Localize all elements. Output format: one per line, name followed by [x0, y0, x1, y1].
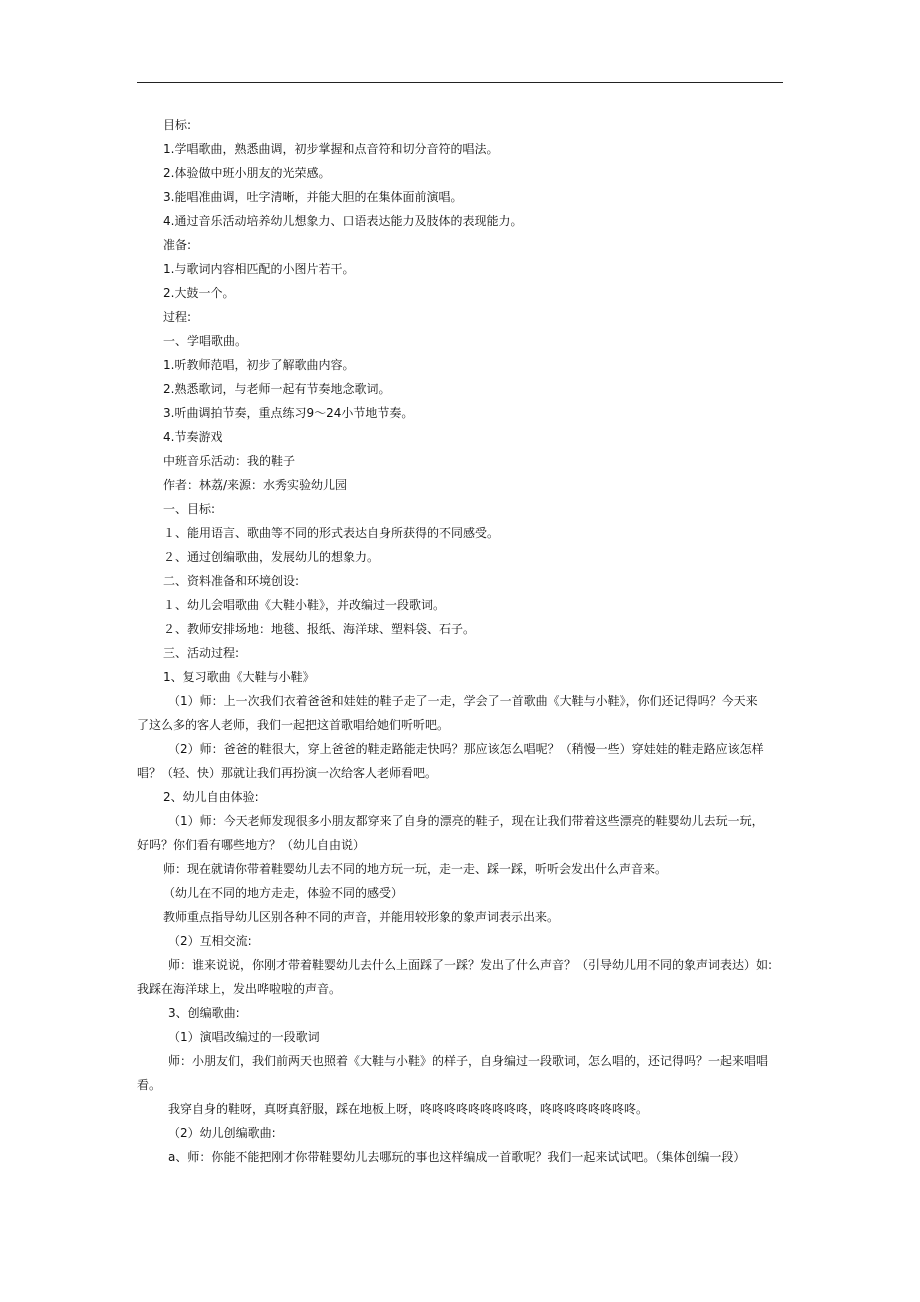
- header-rule: [137, 82, 783, 83]
- document-line: 2.熟悉歌词，与老师一起有节奏地念歌词。: [163, 382, 391, 396]
- document-body: [137, 113, 783, 1169]
- document-line: １、幼儿会唱歌曲《大鞋小鞋》，并改编过一段歌词。: [163, 598, 446, 612]
- document-line: １、能用语言、歌曲等不同的形式表达自身所获得的不同感受。: [163, 526, 500, 540]
- document-line: 目标:: [163, 118, 192, 132]
- document-line: 3、创编歌曲:: [168, 1006, 240, 1020]
- document-line: 看。: [137, 1078, 162, 1092]
- document-line: 1.与歌词内容相匹配的小图片若干。: [163, 262, 355, 276]
- document-line: 二、资料准备和环境创设:: [163, 574, 300, 588]
- document-line: 准备:: [163, 238, 192, 252]
- document-line: 3.能唱准曲调，吐字清晰，并能大胆的在集体面前演唱。: [163, 190, 463, 204]
- document-line: （1）师：今天老师发现很多小朋友都穿来了自身的漂亮的鞋子，现在让我们带着这些漂亮的鞋婴幼儿去玩一玩，: [168, 814, 764, 828]
- document-line: 1.学唱歌曲，熟悉曲调，初步掌握和点音符和切分音符的唱法。: [163, 142, 499, 156]
- document-line: 三、活动过程:: [163, 646, 240, 660]
- document-line: （1）演唱改编过的一段歌词: [168, 1030, 320, 1044]
- document-line: 4.通过音乐活动培养幼儿想象力、口语表达能力及肢体的表现能力。: [163, 214, 523, 228]
- document-line: 一、学唱歌曲。: [163, 334, 248, 348]
- document-line: 一、目标:: [163, 502, 216, 516]
- document-line: 3.听曲调拍节奏，重点练习9～24小节地节奏。: [163, 406, 414, 420]
- document-line: 2.体验做中班小朋友的光荣感。: [163, 166, 331, 180]
- document-line: 作者：林荔/来源：水秀实验幼儿园: [163, 478, 348, 492]
- document-line: 好吗？你们看有哪些地方？（幼儿自由说）: [137, 838, 366, 852]
- document-line: 2.大鼓一个。: [163, 286, 235, 300]
- document-line: （幼儿在不同的地方走走，体验不同的感受）: [163, 886, 404, 900]
- document-line: 1.听教师范唱，初步了解歌曲内容。: [163, 358, 355, 372]
- document-line: 我穿自身的鞋呀，真呀真舒服，踩在地板上呀，咚咚咚咚咚咚咚咚咚，咚咚咚咚咚咚咚咚。: [168, 1102, 649, 1116]
- document-line: 了这么多的客人老师，我们一起把这首歌唱给她们听听吧。: [137, 718, 450, 732]
- document-line: 师：小朋友们，我们前两天也照着《大鞋与小鞋》的样子，自身编过一段歌词，怎么唱的，还记得吗？一起来唱唱: [168, 1054, 769, 1068]
- document-line: 师：谁来说说，你刚才带着鞋婴幼儿去什么上面踩了一踩？发出了什么声音？（引导幼儿用不同的象声词表达）如:: [168, 958, 773, 972]
- document-line: ２、通过创编歌曲，发展幼儿的想象力。: [163, 550, 380, 564]
- document-line: 过程:: [163, 310, 192, 324]
- document-line: 唱？（轻、快）那就让我们再扮演一次给客人老师看吧。: [137, 766, 438, 780]
- document-line: 师：现在就请你带着鞋婴幼儿去不同的地方玩一玩，走一走、踩一踩，听听会发出什么声音来。: [163, 862, 668, 876]
- document-line: 我踩在海洋球上，发出哗啦啦的声音。: [137, 982, 342, 996]
- document-line: a、师：你能不能把刚才你带鞋婴幼儿去哪玩的事也这样编成一首歌呢？我们一起来试试吧。（集体创编一段）: [168, 1150, 746, 1164]
- document-line: （1）师：上一次我们衣着爸爸和娃娃的鞋子走了一走，学会了一首歌曲《大鞋与小鞋》，你们还记得吗？今天来: [168, 694, 758, 708]
- document-line: 4.节奏游戏: [163, 430, 223, 444]
- document-line: 教师重点指导幼儿区别各种不同的声音，并能用较形象的象声词表示出来。: [163, 910, 560, 924]
- document-line: 1、复习歌曲《大鞋与小鞋》: [163, 670, 315, 684]
- document-line: （2）幼儿创编歌曲:: [168, 1126, 276, 1140]
- document-line: 中班音乐活动：我的鞋子: [163, 454, 296, 468]
- document-line: （2）互相交流:: [168, 934, 252, 948]
- document-line: 2、幼儿自由体验:: [163, 790, 259, 804]
- document-line: ２、教师安排场地：地毯、报纸、海洋球、塑料袋、石子。: [163, 622, 476, 636]
- document-line: （2）师：爸爸的鞋很大，穿上爸爸的鞋走路能走快吗？那应该怎么唱呢？（稍慢一些）穿娃娃的鞋走路应该怎样: [168, 742, 764, 756]
